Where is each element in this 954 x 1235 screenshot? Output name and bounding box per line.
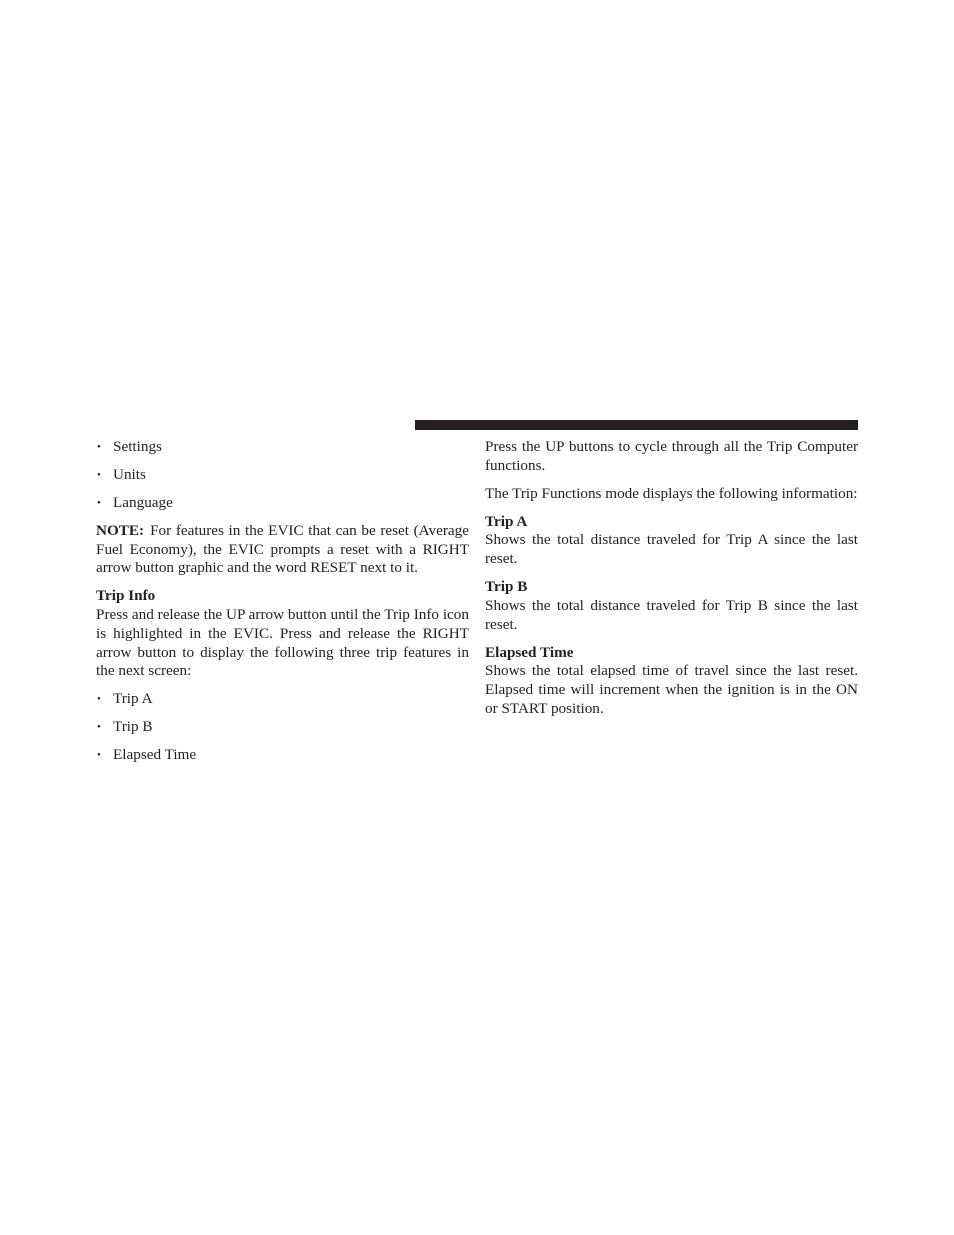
- right-column: [485, 438, 858, 728]
- bullet-icon: •: [97, 749, 101, 762]
- list-item-text: Trip B: [113, 718, 153, 736]
- trip-info-section: [96, 587, 469, 681]
- elapsed-time-section: [485, 644, 858, 719]
- note-text: For features in the EVIC that can be reset (Average Fuel Economy), the EVIC prompts a reset with a RIGHT arrow button graphic and the word RESET next to it.: [96, 522, 469, 577]
- trip-b-heading: Trip B: [485, 578, 528, 596]
- list-item: [96, 466, 469, 485]
- elapsed-time-heading: Elapsed Time: [485, 643, 574, 661]
- bullet-list-menu: [96, 438, 469, 513]
- note-label: NOTE:: [96, 522, 145, 539]
- trip-a-heading: Trip A: [485, 512, 528, 530]
- list-item-text: Trip A: [113, 690, 153, 708]
- trip-a-text: Shows the total distance traveled for Trip A since the last reset.: [485, 531, 858, 568]
- section-header-bar: [415, 420, 858, 430]
- list-item: [96, 494, 469, 513]
- list-item-text: Units: [113, 466, 146, 483]
- list-item-text: Language: [113, 494, 173, 511]
- list-item-text: Settings: [113, 438, 162, 455]
- bullet-icon: •: [97, 469, 101, 481]
- left-column: [96, 438, 469, 774]
- list-item-text: Elapsed Time: [113, 746, 197, 764]
- list-item: [96, 746, 469, 765]
- trip-info-text: Press and release the UP arrow button until the Trip Info icon is highlighted in the EVIC. Press and release the RIGHT arrow button to display the following three trip features in the next screen:: [96, 606, 469, 680]
- trip-b-text: Shows the total distance traveled for Trip B since the last reset.: [485, 596, 858, 633]
- list-item: [96, 438, 469, 457]
- bullet-icon: •: [97, 441, 101, 453]
- trip-a-section: [485, 513, 858, 569]
- bullet-icon: •: [97, 721, 101, 734]
- list-item: [96, 718, 469, 737]
- trip-b-section: [485, 578, 858, 634]
- elapsed-time-text: Shows the total elapsed time of travel since the last reset. Elapsed time will increment when the ignition is in the ON or START position.: [485, 662, 858, 717]
- list-item: [96, 690, 469, 709]
- intro-paragraph: Press the UP buttons to cycle through all the Trip Computer functions.: [485, 438, 858, 474]
- bullet-icon: •: [97, 497, 101, 509]
- modes-paragraph: The Trip Functions mode displays the following information:: [485, 484, 858, 502]
- note-paragraph: [96, 522, 469, 578]
- bullet-icon: •: [97, 693, 101, 706]
- trip-info-heading: Trip Info: [96, 587, 156, 605]
- bullet-list-trip-features: [96, 690, 469, 765]
